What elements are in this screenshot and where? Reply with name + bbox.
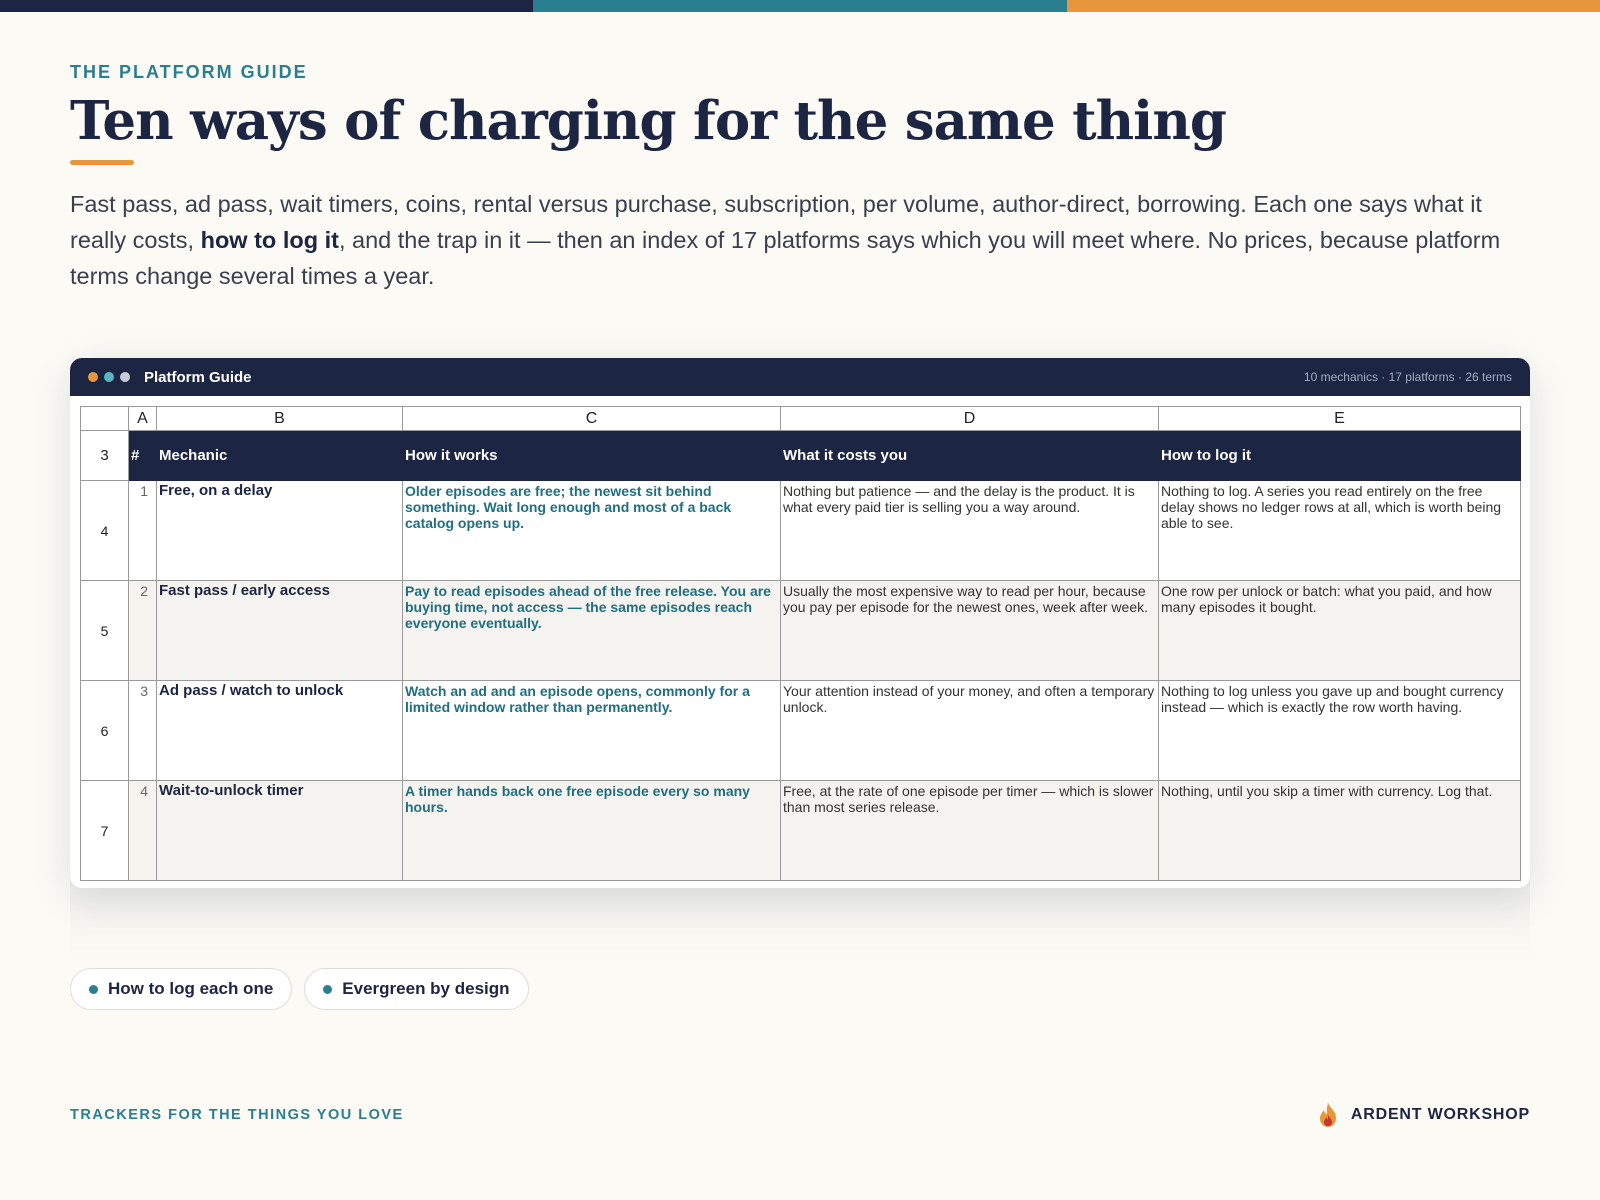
corner-cell[interactable] [81, 407, 129, 431]
accent-segment-teal [533, 0, 1066, 12]
column-header-row [81, 407, 1521, 431]
intro-text-end: , and the trap in it — then an index of 17 platforms says which you will meet where. No prices, because platform terms change several times a year. [70, 227, 1501, 289]
window-titlebar [70, 358, 1530, 396]
row-header[interactable]: 4 [81, 481, 129, 581]
chip-dot-icon [89, 985, 98, 994]
window-dot-orange [88, 372, 98, 382]
flame-icon [1317, 1102, 1339, 1128]
chip-label: How to log each one [108, 979, 274, 998]
cell-mechanic[interactable]: Wait-to-unlock timer [157, 781, 403, 881]
cell-cost[interactable]: Nothing but patience — and the delay is the product. It is what every paid tier is selling you a way around. [781, 481, 1159, 581]
cell-number[interactable]: 2 [129, 581, 157, 681]
row-header[interactable]: 5 [81, 581, 129, 681]
cell-number[interactable]: 4 [129, 781, 157, 881]
column-header-a[interactable]: A [129, 407, 157, 431]
column-header-d[interactable]: D [781, 407, 1159, 431]
intro-paragraph [70, 186, 1530, 294]
cell-how[interactable]: A timer hands back one free episode every so many hours. [403, 781, 781, 881]
column-header-c[interactable]: C [403, 407, 781, 431]
window-meta: 10 mechanics · 17 platforms · 26 terms [1303, 370, 1512, 384]
cell-cost[interactable]: Free, at the rate of one episode per timer — which is slower than most series release. [781, 781, 1159, 881]
cell-how[interactable]: Watch an ad and an episode opens, commonly for a limited window rather than permanently. [403, 681, 781, 781]
cell-mechanic[interactable]: Free, on a delay [157, 481, 403, 581]
cell-log[interactable]: Nothing, until you skip a timer with currency. Log that. [1159, 781, 1521, 881]
page-title: Ten ways of charging for the same thing [70, 90, 1226, 152]
cell-how[interactable]: Older episodes are free; the newest sit behind something. Wait long enough and most of a back catalog opens up. [403, 481, 781, 581]
row-header[interactable]: 3 [81, 431, 129, 481]
chip-label: Evergreen by design [342, 979, 510, 998]
cell-how[interactable]: Pay to read episodes ahead of the free release. You are buying time, not access — the same episodes reach everyone eventually. [403, 581, 781, 681]
header-cell-cost[interactable]: What it costs you [781, 431, 1159, 481]
cell-mechanic[interactable]: Fast pass / early access [157, 581, 403, 681]
cell-log[interactable]: Nothing to log. A series you read entirely on the free delay shows no ledger rows at all, which is worth being able to see. [1159, 481, 1521, 581]
window-title: Platform Guide [144, 368, 252, 386]
feature-chips [70, 968, 529, 1010]
cell-mechanic[interactable]: Ad pass / watch to unlock [157, 681, 403, 781]
cell-number[interactable]: 3 [129, 681, 157, 781]
column-header-e[interactable]: E [1159, 407, 1521, 431]
table-row [81, 581, 1521, 681]
cell-log[interactable]: Nothing to log unless you gave up and bought currency instead — which is exactly the row worth having. [1159, 681, 1521, 781]
header-cell-mechanic[interactable]: Mechanic [157, 431, 403, 481]
footer-brand[interactable] [1317, 1102, 1530, 1128]
spreadsheet-grid [80, 406, 1521, 881]
cell-cost[interactable]: Usually the most expensive way to read per hour, because you pay per episode for the newest ones, week after week. [781, 581, 1159, 681]
window-dot-teal [104, 372, 114, 382]
chip-evergreen[interactable] [304, 968, 528, 1010]
eyebrow-label: THE PLATFORM GUIDE [70, 62, 308, 82]
chip-how-to-log[interactable] [70, 968, 292, 1010]
header-cell-number[interactable]: # [129, 431, 157, 481]
table-row [81, 681, 1521, 781]
spreadsheet-window [70, 358, 1530, 888]
table-header-row [81, 431, 1521, 481]
header-cell-how[interactable]: How it works [403, 431, 781, 481]
chip-dot-icon [323, 985, 332, 994]
intro-text-start: Fast pass, ad pass, wait timers, coins, rental versus purchase, subscription, per volume, author-direct, borrowing. Each one says what it really costs, [70, 191, 1482, 253]
header-cell-log[interactable]: How to log it [1159, 431, 1521, 481]
row-header[interactable]: 7 [81, 781, 129, 881]
row-header[interactable]: 6 [81, 681, 129, 781]
brand-name: ARDENT WORKSHOP [1350, 1106, 1530, 1123]
table-row [81, 781, 1521, 881]
cell-cost[interactable]: Your attention instead of your money, and often a temporary unlock. [781, 681, 1159, 781]
intro-text-bold: how to log it [200, 227, 339, 253]
footer-tagline: TRACKERS FOR THE THINGS YOU LOVE [70, 1107, 404, 1123]
accent-segment-navy [0, 0, 533, 12]
accent-segment-orange [1067, 0, 1600, 12]
top-accent-bar [0, 0, 1600, 12]
window-dot-grey [120, 372, 130, 382]
cell-log[interactable]: One row per unlock or batch: what you paid, and how many episodes it bought. [1159, 581, 1521, 681]
cell-number[interactable]: 1 [129, 481, 157, 581]
table-row [81, 481, 1521, 581]
column-header-b[interactable]: B [157, 407, 403, 431]
title-underline [70, 160, 134, 165]
